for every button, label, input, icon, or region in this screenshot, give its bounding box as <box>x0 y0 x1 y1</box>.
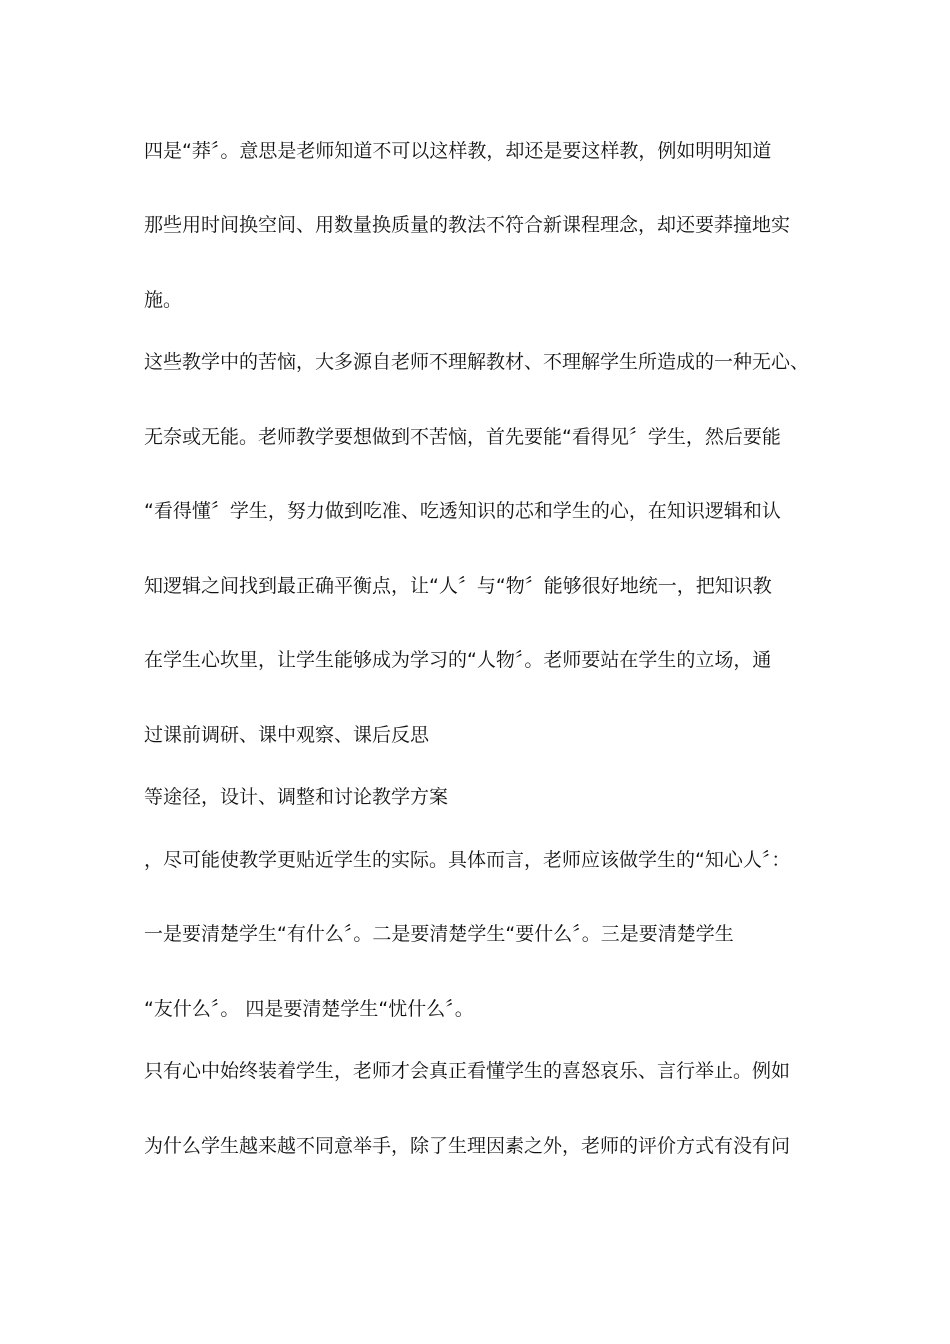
text-line: 在学生心坎里，让学生能够成为学习的“人物〞。老师要站在学生的立场，通 <box>144 649 772 671</box>
text-line: 那些用时间换空间、用数量换质量的教法不符合新课程理念，却还要莽撞地实 <box>144 214 791 236</box>
text-line: 知逻辑之间找到最正确平衡点，让“人〞与“物〞能够很好地统一，把知识教 <box>144 575 772 597</box>
text-line: 施。 <box>144 289 183 311</box>
text-line: 无奈或无能。老师教学要想做到不苦恼，首先要能“看得见〞学生，然后要能 <box>144 426 781 448</box>
text-line: 一是要清楚学生“有什么〞。二是要清楚学生“要什么〞。三是要清楚学生 <box>144 923 734 945</box>
text-line: “看得懂〞学生，努力做到吃准、吃透知识的芯和学生的心，在知识逻辑和认 <box>144 500 781 522</box>
text-line: 这些教学中的苦恼，大多源自老师不理解教材、不理解学生所造成的一种无心、 <box>144 351 810 373</box>
text-line: ，尽可能使教学更贴近学生的实际。具体而言，老师应该做学生的“知心人〞： <box>144 849 791 871</box>
text-line: 过课前调研、课中观察、课后反思 <box>144 724 430 746</box>
text-line: 等途径，设计、调整和讨论教学方案 <box>144 786 449 808</box>
text-line: 四是“莽〞。意思是老师知道不可以这样教，却还是要这样教，例如明明知道 <box>144 140 772 162</box>
text-line: “友什么〞。 四是要清楚学生“忧什么〞。 <box>144 998 474 1020</box>
text-line: 只有心中始终装着学生，老师才会真正看懂学生的喜怒哀乐、言行举止。例如 <box>144 1060 791 1082</box>
text-line: 为什么学生越来越不同意举手，除了生理因素之外，老师的评价方式有没有问 <box>144 1135 791 1157</box>
